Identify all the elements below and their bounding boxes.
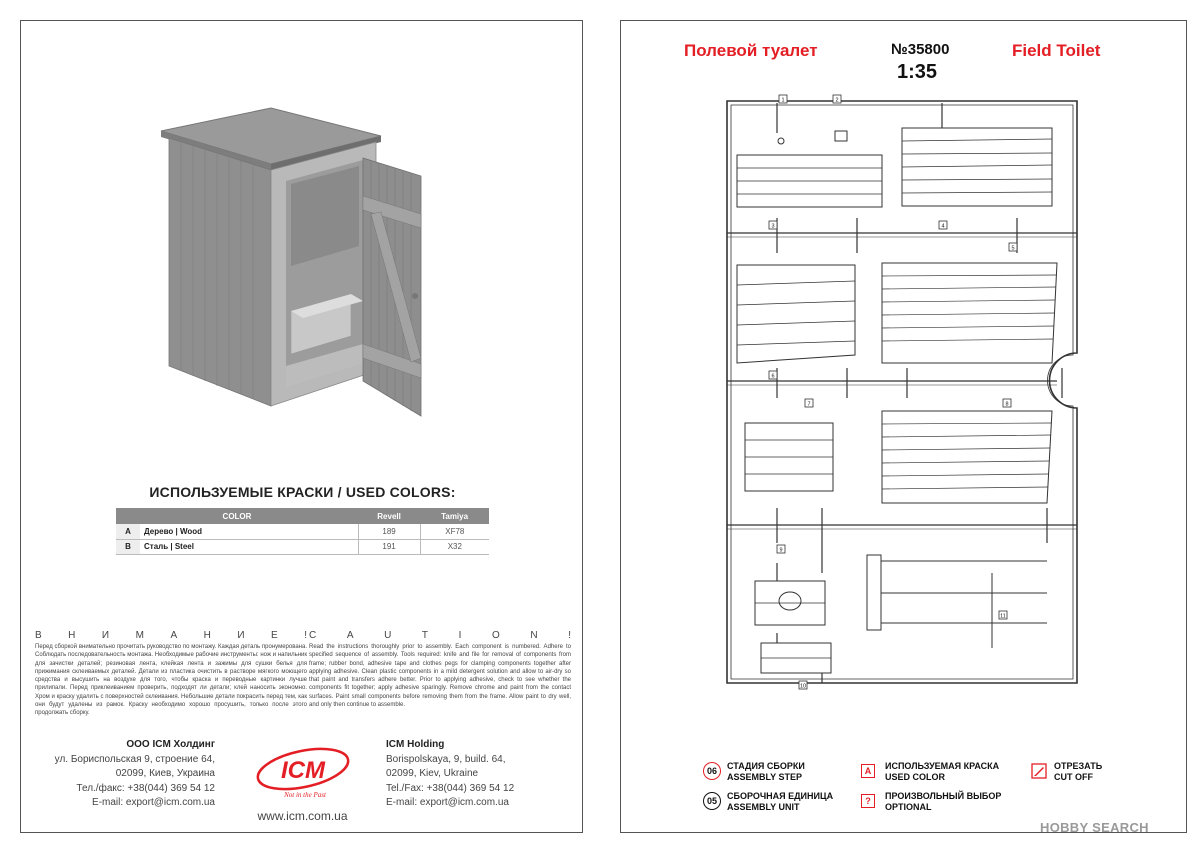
title-en: Field Toilet bbox=[1012, 41, 1101, 60]
sprue-diagram bbox=[717, 93, 1087, 693]
part-number-7: 7 bbox=[807, 401, 811, 408]
used-colors-title: ИСПОЛЬЗУЕМЫЕ КРАСКИ / USED COLORS: bbox=[149, 484, 456, 500]
color-name: Сталь | Steel bbox=[140, 539, 358, 554]
right-page: Полевой туалет №35800 1:35 Field Toilet 1 2 3 4 5 6 7 8 9 10 11 06 СТАДИЯ СБОРКИ ASSEMBLY STEP 05 СБОРОЧНАЯ ЕДИНИЦА ASSEMBLY UNIT A ИСПОЛЬЗУЕМАЯ КРАСКА USED COLOR ? ПРОИЗВОЛЬНЫЙ ВЫБОР OPTIONAL ОТРЕЗАТЬ CUT OFF bbox=[620, 20, 1187, 833]
part-number-5: 5 bbox=[1011, 245, 1015, 252]
caution-text-en: Read the instructions thoroughly prior to assembly. Each component is numbered. Adhere to specified sequence of assembly. Tools required: knife and file for removal of components from frame; rubber bond, adhesive tape and clothes pegs for clamping components together after applying adhesive. Clean plastic components in a mild detergent solution and allow to air-dry so that paint and transfers adhere better. Prior to applying adhesive, check to see whether the components fit together; apply adhesive sparingly. Remove chrome and paint from the contact surfaces. Paint small components before removing them from the frame. Allow paint to dry well, and only then continue to assemble. bbox=[309, 644, 571, 709]
color-letter: B bbox=[116, 539, 140, 554]
table-row bbox=[116, 539, 489, 554]
icm-logo bbox=[253, 743, 353, 801]
caution-text-ru: Перед сборкой внимательно прочитать руководство по монтажу. Каждая деталь пронумерована. Соблюдать последовательность монтажа. Необходимые рабочие инструменты: нож и напильник для зачистки деталей; резиновая лента, клейкая лента и зажимы для сушки белья для прижимания склеиваемых деталей. Детали из пластика очистить в растворе мягкого моющего средства и высушить на воздухе для того, чтобы краска и переводные картинки лучше прилипали. Перед приклеиванием проверить, подходят ли детали; клей наносить экономно. Хром и краску удалить с поверхностей склеивания. Небольшие детали покрасить перед тем, как они будут удалены из рамок. Краску необходимо хорошо просушить, только после этого продолжать сборку. bbox=[35, 644, 307, 717]
part-number-1: 1 bbox=[781, 97, 785, 104]
hobby-search-watermark: HOBBY SEARCH bbox=[1040, 820, 1149, 835]
email-line: E-mail: export@icm.com.ua bbox=[386, 797, 509, 809]
kit-number: №35800 bbox=[891, 41, 950, 58]
part-number-3: 3 bbox=[771, 223, 775, 230]
part-number-2: 2 bbox=[835, 97, 839, 104]
optional-icon: ? bbox=[861, 794, 875, 808]
company-name-en: ICM Holding bbox=[386, 739, 445, 750]
caution-en-heading: C A U T I O N ! bbox=[309, 630, 571, 641]
assembly-step-icon: 06 bbox=[703, 762, 721, 780]
logo-text: ICM bbox=[281, 757, 325, 784]
phone-line: Tel./Fax: +38(044) 369 54 12 bbox=[386, 782, 515, 794]
header-tamiya: Tamiya bbox=[420, 508, 489, 524]
part-number-10: 10 bbox=[799, 683, 807, 690]
part-number-6: 6 bbox=[771, 373, 775, 380]
tamiya-code: XF78 bbox=[420, 524, 489, 539]
field-toilet-render bbox=[131, 96, 481, 426]
left-page bbox=[20, 20, 583, 833]
address-line: 02099, Киев, Украина bbox=[115, 768, 215, 780]
part-number-11: 11 bbox=[1000, 613, 1006, 620]
website-link[interactable]: www.icm.com.ua bbox=[257, 809, 348, 823]
address-line: 02099, Kiev, Ukraine bbox=[386, 768, 479, 780]
header-color: COLOR bbox=[116, 508, 358, 524]
revell-code: 189 bbox=[358, 524, 420, 539]
address-en bbox=[386, 738, 566, 811]
address-line: ул. Бориспольская 9, строение 64, bbox=[54, 753, 215, 765]
title-ru: Полевой туалет bbox=[684, 41, 818, 60]
part-number-9: 9 bbox=[779, 547, 783, 554]
knife-icon bbox=[1030, 762, 1048, 780]
email-line: E-mail: export@icm.com.ua bbox=[92, 797, 215, 809]
header-revell: Revell bbox=[358, 508, 420, 524]
caution-ru-heading: В Н И М А Н И Е ! bbox=[35, 630, 307, 641]
company-name-ru: ООО ICM Холдинг bbox=[126, 739, 215, 750]
phone-line: Тел./факс: +38(044) 369 54 12 bbox=[76, 782, 215, 794]
table-row bbox=[116, 524, 489, 539]
part-number-8: 8 bbox=[1005, 401, 1009, 408]
address-line: Borispolskaya, 9, build. 64, bbox=[386, 753, 506, 765]
assembly-unit-icon: 05 bbox=[703, 792, 721, 810]
colors-table bbox=[116, 508, 489, 555]
address-ru bbox=[45, 738, 215, 811]
color-name: Дерево | Wood bbox=[140, 524, 358, 539]
used-color-icon: A bbox=[861, 764, 875, 778]
tamiya-code: X32 bbox=[420, 539, 489, 554]
revell-code: 191 bbox=[358, 539, 420, 554]
scale-label: 1:35 bbox=[897, 61, 938, 83]
color-letter: A bbox=[116, 524, 140, 539]
logo-slogan: Not in the Past bbox=[284, 791, 326, 799]
table-header-row bbox=[116, 508, 489, 524]
part-number-4: 4 bbox=[941, 223, 945, 230]
